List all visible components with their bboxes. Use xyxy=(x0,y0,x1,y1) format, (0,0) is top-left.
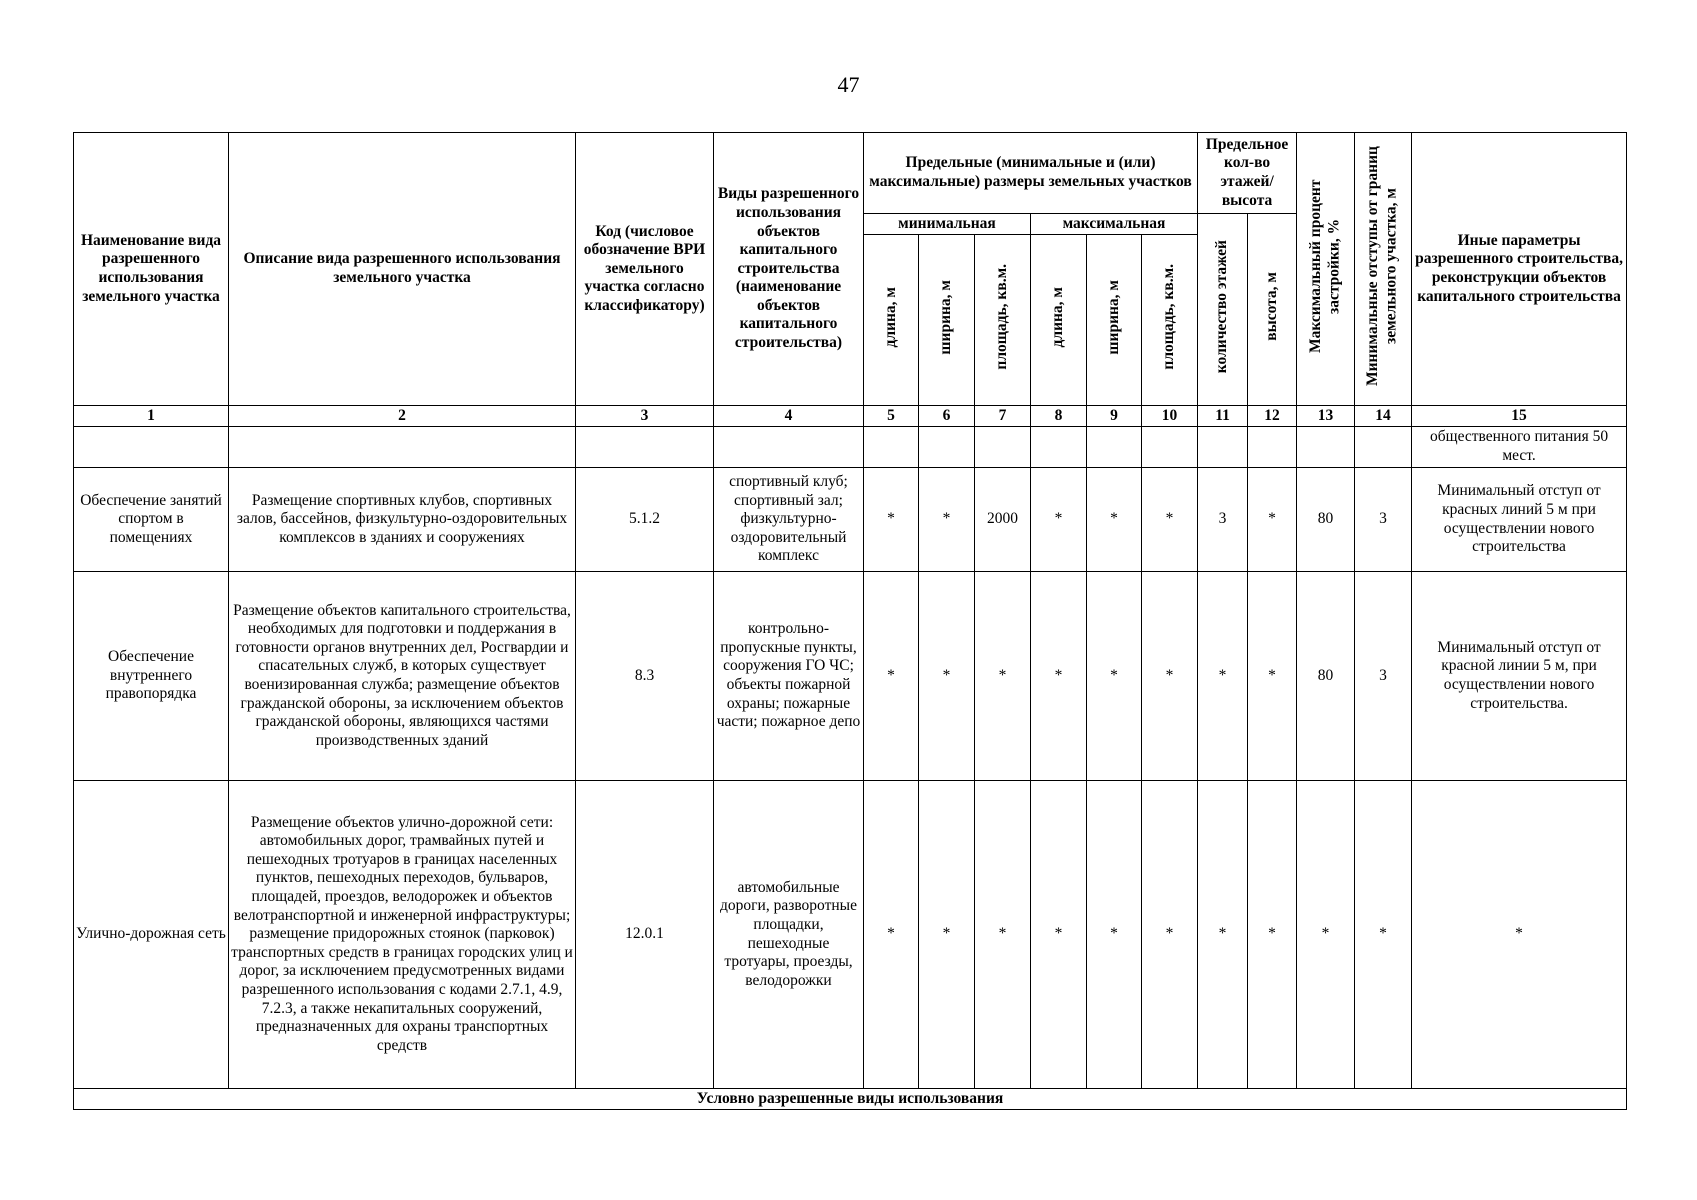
column-number: 8 xyxy=(1031,406,1087,427)
column-number: 15 xyxy=(1412,406,1627,427)
max-length: * xyxy=(1031,572,1087,781)
header-min-length: длина, м xyxy=(864,235,919,406)
use-code: 12.0.1 xyxy=(576,781,714,1089)
use-name: Обеспечение внутреннего правопорядка xyxy=(74,572,229,781)
use-objects: спортивный клуб; спортивный зал; физкультурно-оздоровительный комплекс xyxy=(714,468,864,572)
use-objects: автомобильные дороги, разворотные площадки, пешеходные тротуары, проезды, велодорожки xyxy=(714,781,864,1089)
use-description: Размещение спортивных клубов, спортивных залов, бассейнов, физкультурно-оздоровительных комплексов в зданиях и сооружениях xyxy=(229,468,576,572)
max-area: * xyxy=(1142,468,1198,572)
height: * xyxy=(1248,781,1297,1089)
use-name: Улично-дорожная сеть xyxy=(74,781,229,1089)
max-width: * xyxy=(1087,572,1142,781)
floors: * xyxy=(1198,572,1248,781)
min-length: * xyxy=(864,468,919,572)
min-setback: * xyxy=(1355,781,1412,1089)
column-number: 10 xyxy=(1142,406,1198,427)
height: * xyxy=(1248,572,1297,781)
table-row xyxy=(74,572,1627,781)
header-max-area: площадь, кв.м. xyxy=(1142,235,1198,406)
header-min-area: площадь, кв.м. xyxy=(975,235,1031,406)
max-percent: 80 xyxy=(1297,572,1355,781)
max-percent: 80 xyxy=(1297,468,1355,572)
page-number: 47 xyxy=(837,72,860,97)
max-width: * xyxy=(1087,781,1142,1089)
height: * xyxy=(1248,468,1297,572)
column-number: 6 xyxy=(919,406,975,427)
floors: * xyxy=(1198,781,1248,1089)
column-number: 12 xyxy=(1248,406,1297,427)
other-params-continuation: общественного питания 50 мест. xyxy=(1412,427,1627,468)
header-min-setback: Минимальные отступы от границ земельного участка, м xyxy=(1355,133,1412,406)
max-area: * xyxy=(1142,572,1198,781)
column-number: 4 xyxy=(714,406,864,427)
column-number: 7 xyxy=(975,406,1031,427)
max-width: * xyxy=(1087,468,1142,572)
use-description: Размещение объектов капитального строительства, необходимых для подготовки и поддержания в готовности органов внутренних дел, Росгвардии и спасательных служб, в которых существует военизированная служба; размещение объектов гражданской обороны, за исключением объектов гражданской обороны, являющихся частями производственных зданий xyxy=(229,572,576,781)
header-height: высота, м xyxy=(1248,214,1297,406)
header-name: Наименование вида разрешенного использования земельного участка xyxy=(74,133,229,406)
use-description: Размещение объектов улично-дорожной сети: автомобильных дорог, трамвайных путей и пешеходных тротуаров в границах населенных пунктов, пешеходных переходов, бульваров, площадей, проездов, велодорожек и объектов велотранспортной и инженерной инфраструктуры; размещение придорожных стоянок (парковок) транспортных средств в границах городских улиц и дорог, за исключением предусмотренных видами разрешенного использования с кодами 2.7.1, 4.9, 7.2.3, а также некапитальных сооружений, предназначенных для охраны транспортных средств xyxy=(229,781,576,1089)
header-max-percent: Максимальный процент застройки, % xyxy=(1297,133,1355,406)
max-area: * xyxy=(1142,781,1198,1089)
use-name: Обеспечение занятий спортом в помещениях xyxy=(74,468,229,572)
min-area: 2000 xyxy=(975,468,1031,572)
min-length: * xyxy=(864,572,919,781)
min-width: * xyxy=(919,781,975,1089)
column-number: 1 xyxy=(74,406,229,427)
column-number: 13 xyxy=(1297,406,1355,427)
column-number: 14 xyxy=(1355,406,1412,427)
min-area: * xyxy=(975,781,1031,1089)
header-floors: количество этажей xyxy=(1198,214,1248,406)
zoning-table xyxy=(73,132,1627,1110)
min-width: * xyxy=(919,468,975,572)
section-title: Условно разрешенные виды использования xyxy=(74,1089,1627,1110)
column-number: 11 xyxy=(1198,406,1248,427)
header-max-group: максимальная xyxy=(1031,214,1198,235)
min-area: * xyxy=(975,572,1031,781)
other-params: Минимальный отступ от красных линий 5 м при осуществлении нового строительства xyxy=(1412,468,1627,572)
max-length: * xyxy=(1031,468,1087,572)
min-width: * xyxy=(919,572,975,781)
header-description: Описание вида разрешенного использования земельного участка xyxy=(229,133,576,406)
use-code: 8.3 xyxy=(576,572,714,781)
header-code: Код (числовое обозначение ВРИ земельного участка согласно классификатору) xyxy=(576,133,714,406)
column-number: 9 xyxy=(1087,406,1142,427)
min-setback: 3 xyxy=(1355,468,1412,572)
header-max-width: ширина, м xyxy=(1087,235,1142,406)
header-max-length: длина, м xyxy=(1031,235,1087,406)
use-code: 5.1.2 xyxy=(576,468,714,572)
max-length: * xyxy=(1031,781,1087,1089)
table-row-continuation xyxy=(74,427,1627,468)
column-number: 2 xyxy=(229,406,576,427)
header-min-group: минимальная xyxy=(864,214,1031,235)
min-length: * xyxy=(864,781,919,1089)
min-setback: 3 xyxy=(1355,572,1412,781)
column-number: 3 xyxy=(576,406,714,427)
section-footer-row xyxy=(74,1089,1627,1110)
floors: 3 xyxy=(1198,468,1248,572)
other-params: Минимальный отступ от красной линии 5 м, при осуществлении нового строительства. xyxy=(1412,572,1627,781)
header-min-width: ширина, м xyxy=(919,235,975,406)
column-number-row xyxy=(74,406,1627,427)
header-floor-limits: Предельное кол-во этажей/ высота xyxy=(1198,133,1297,214)
other-params: * xyxy=(1412,781,1627,1089)
table-row xyxy=(74,468,1627,572)
use-objects: контрольно-пропускные пункты, сооружения ГО ЧС; объекты пожарной охраны; пожарные части; пожарное депо xyxy=(714,572,864,781)
header-objects: Виды разрешенного использования объектов капитального строительства (наименование объектов капитального строительства) xyxy=(714,133,864,406)
table-row xyxy=(74,781,1627,1089)
header-other-params: Иные параметры разрешенного строительства, реконструкции объектов капитального строительства xyxy=(1412,133,1627,406)
header-size-limits: Предельные (минимальные и (или) максимальные) размеры земельных участков xyxy=(864,133,1198,214)
column-number: 5 xyxy=(864,406,919,427)
max-percent: * xyxy=(1297,781,1355,1089)
